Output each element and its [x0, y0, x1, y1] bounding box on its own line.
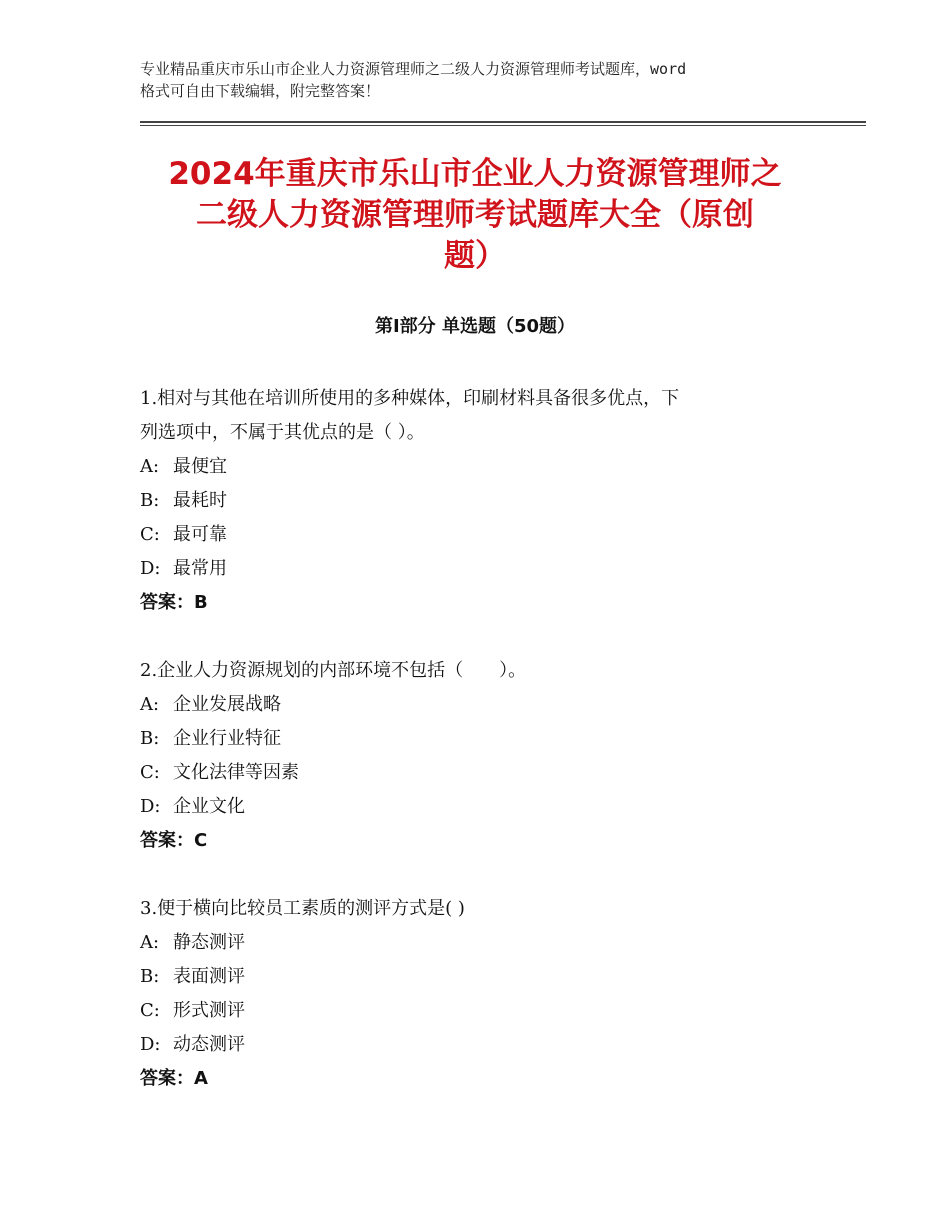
option-d	[140, 552, 840, 586]
answer: 答案：C	[140, 830, 208, 851]
option-a	[140, 688, 840, 722]
document-title-line: 2024年重庆市乐山市企业人力资源管理师之	[168, 156, 782, 192]
header-note-line: 专业精品重庆市乐山市企业人力资源管理师之二级人力资源管理师考试题库，word	[140, 60, 687, 78]
option-letter: C:	[140, 1000, 160, 1021]
question-list	[140, 382, 840, 1130]
option-letter: D:	[140, 558, 161, 579]
option-text: 最耗时	[173, 490, 227, 511]
option-text: 文化法律等因素	[173, 762, 299, 783]
document-title	[100, 154, 850, 277]
question-stem: 1.相对与其他在培训所使用的多种媒体，印刷材料具备很多优点，下	[140, 388, 680, 409]
question-stem: 2.企业人力资源规划的内部环境不包括（ ）。	[140, 660, 527, 681]
question-1	[140, 382, 840, 620]
option-text: 形式测评	[173, 1000, 245, 1021]
question-stem: 3.便于横向比较员工素质的测评方式是( )	[140, 898, 465, 919]
option-text: 最可靠	[173, 524, 227, 545]
option-text: 最常用	[173, 558, 227, 579]
option-letter: A:	[140, 932, 160, 953]
option-d	[140, 1028, 840, 1062]
section-title: 第Ⅰ部分 单选题（50题）	[374, 316, 575, 337]
option-letter: A:	[140, 456, 160, 477]
header-note	[140, 58, 830, 102]
option-text: 静态测评	[173, 932, 245, 953]
option-b	[140, 722, 840, 756]
option-d	[140, 790, 840, 824]
document-title-line: 二级人力资源管理师考试题库大全（原创	[196, 197, 754, 233]
answer: 答案：B	[140, 592, 208, 613]
header-note-line: 格式可自由下载编辑，附完整答案！	[140, 82, 381, 100]
option-c	[140, 994, 840, 1028]
option-letter: C:	[140, 762, 160, 783]
header-divider	[140, 121, 866, 123]
option-text: 动态测评	[173, 1034, 245, 1055]
option-text: 最便宜	[173, 456, 227, 477]
question-3	[140, 892, 840, 1096]
header-divider-thin	[140, 125, 866, 126]
option-letter: B:	[140, 728, 160, 749]
option-letter: D:	[140, 796, 161, 817]
option-c	[140, 518, 840, 552]
option-letter: A:	[140, 694, 160, 715]
option-text: 企业文化	[173, 796, 245, 817]
option-text: 表面测评	[173, 966, 245, 987]
option-c	[140, 756, 840, 790]
question-2	[140, 654, 840, 858]
option-b	[140, 484, 840, 518]
option-letter: B:	[140, 490, 160, 511]
option-text: 企业行业特征	[173, 728, 281, 749]
option-letter: C:	[140, 524, 160, 545]
option-text: 企业发展战略	[173, 694, 281, 715]
document-title-line: 题）	[444, 238, 506, 274]
answer: 答案：A	[140, 1068, 208, 1089]
option-letter: D:	[140, 1034, 161, 1055]
option-a	[140, 926, 840, 960]
option-letter: B:	[140, 966, 160, 987]
question-stem: 列选项中，不属于其优点的是（ ）。	[140, 422, 425, 443]
option-b	[140, 960, 840, 994]
option-a	[140, 450, 840, 484]
